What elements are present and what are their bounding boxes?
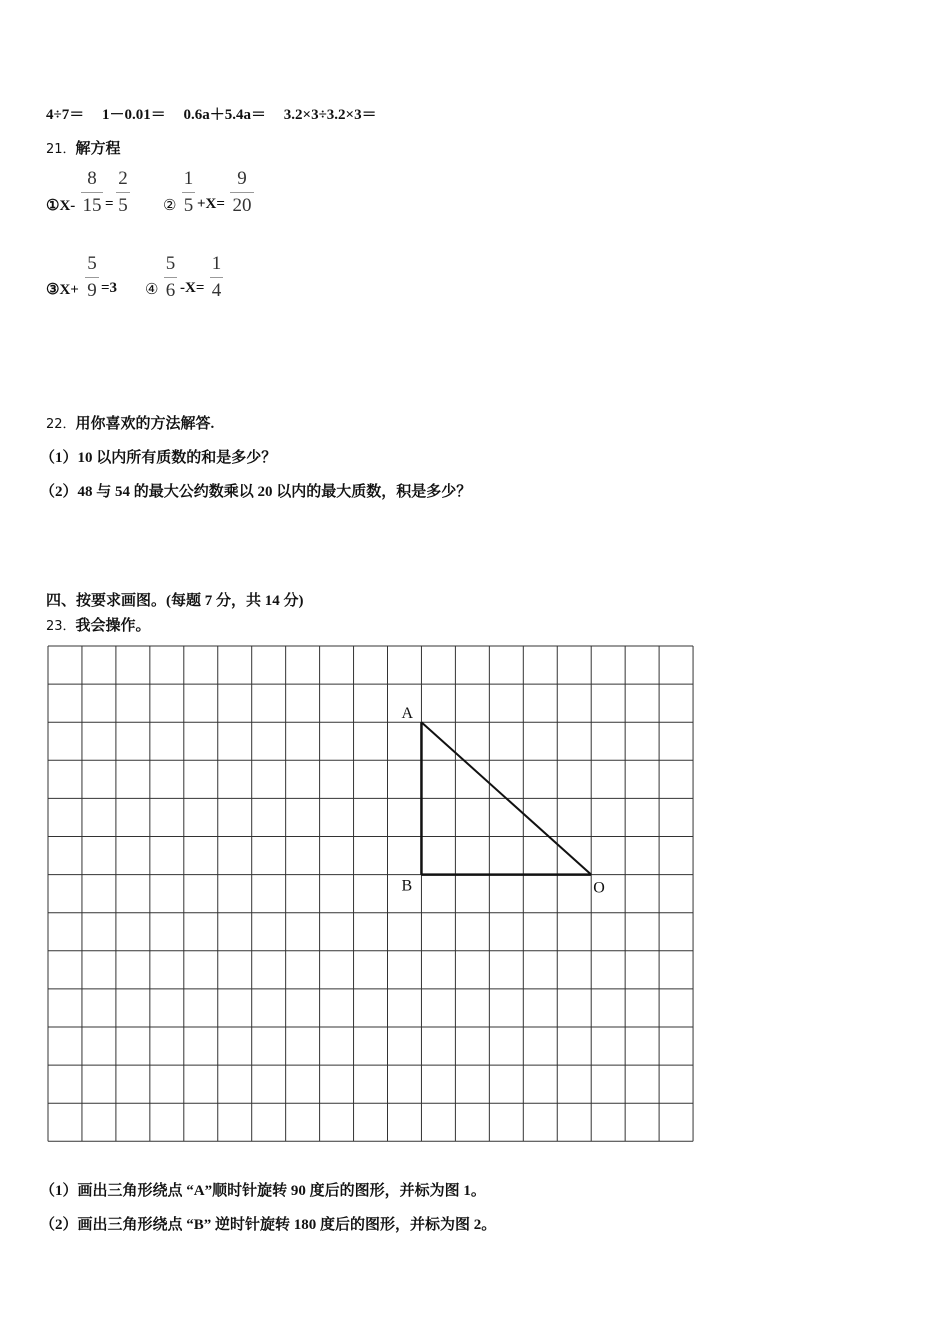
eq2-marker: ② bbox=[163, 198, 177, 214]
q23-title: 我会操作。 bbox=[75, 618, 151, 634]
vertex-label-a: A bbox=[401, 705, 414, 723]
eq4-f1-num: 5 bbox=[165, 253, 176, 274]
eq1-f2-num: 2 bbox=[118, 168, 128, 189]
eq4-op: -X= bbox=[180, 280, 205, 296]
eq4-fraction-1 bbox=[164, 253, 177, 302]
eq3-f1-num: 5 bbox=[87, 253, 97, 274]
eq2-fraction-2 bbox=[230, 168, 254, 217]
equation-2 bbox=[163, 196, 176, 215]
q23-heading bbox=[46, 614, 151, 635]
equation-4 bbox=[145, 280, 158, 299]
eq2-f1-num: 1 bbox=[183, 168, 194, 189]
grid-figure bbox=[46, 644, 696, 1144]
eq4-fraction-2 bbox=[210, 253, 223, 302]
eq1-marker: ①X- bbox=[46, 198, 76, 214]
eq4-f2-num: 1 bbox=[211, 253, 222, 274]
fraction-bar bbox=[210, 277, 223, 278]
q22-heading bbox=[46, 412, 214, 433]
q23-number: 23． bbox=[46, 619, 76, 634]
eq2-op: +X= bbox=[197, 196, 225, 212]
q21-heading bbox=[46, 137, 121, 158]
arith-item-2: 1－0.01＝ bbox=[101, 107, 166, 123]
eq1-f1-num: 8 bbox=[87, 168, 97, 189]
fraction-bar bbox=[116, 192, 130, 193]
q22-sub1: （1）10 以内所有质数的和是多少？ bbox=[40, 450, 277, 466]
arith-row bbox=[46, 103, 377, 124]
arith-item-4: 3.2×3÷3.2×3＝ bbox=[283, 107, 377, 123]
eq2-f1-den: 5 bbox=[183, 195, 194, 216]
equation-1 bbox=[46, 196, 75, 215]
q22-number: 22． bbox=[46, 417, 76, 432]
arith-item-1: 4÷7＝ bbox=[46, 107, 85, 123]
fraction-bar bbox=[164, 277, 177, 278]
eq3-fraction-1 bbox=[85, 253, 99, 302]
fraction-bar bbox=[81, 192, 103, 193]
q21-title: 解方程 bbox=[75, 141, 121, 157]
vertex-label-o: O bbox=[593, 879, 605, 897]
eq4-marker: ④ bbox=[145, 282, 159, 298]
q22-title: 用你喜欢的方法解答. bbox=[75, 416, 215, 432]
eq1-f2-den: 5 bbox=[118, 195, 128, 216]
eq4-f1-den: 6 bbox=[165, 280, 176, 301]
arith-item-3: 0.6a＋5.4a＝ bbox=[183, 107, 267, 123]
equation-3 bbox=[46, 280, 79, 299]
vertex-label-b: B bbox=[401, 877, 413, 895]
eq3-op: =3 bbox=[101, 280, 118, 296]
eq2-f2-num: 9 bbox=[237, 168, 247, 189]
eq3-f1-den: 9 bbox=[87, 280, 97, 301]
eq3-marker: ③X+ bbox=[46, 282, 79, 298]
fraction-bar bbox=[182, 192, 195, 193]
q23-sub1: （1）画出三角形绕点 “A”顺时针旋转 90 度后的图形，并标为图 1。 bbox=[40, 1183, 486, 1199]
eq4-f2-den: 4 bbox=[211, 280, 222, 301]
eq1-fraction-2 bbox=[116, 168, 130, 217]
section4-heading: 四、按要求画图。(每题 7 分，共 14 分) bbox=[46, 593, 304, 609]
q21-number: 21． bbox=[46, 142, 76, 157]
q23-sub2: （2）画出三角形绕点 “B” 逆时针旋转 180 度后的图形，并标为图 2。 bbox=[40, 1217, 497, 1233]
eq1-f1-den: 15 bbox=[82, 195, 102, 216]
eq1-op: = bbox=[105, 196, 114, 212]
fraction-bar bbox=[85, 277, 99, 278]
q22-sub2: （2）48 与 54 的最大公约数乘以 20 以内的最大质数，积是多少？ bbox=[40, 484, 472, 500]
eq2-fraction-1 bbox=[182, 168, 195, 217]
eq1-fraction-1 bbox=[81, 168, 103, 217]
eq2-f2-den: 20 bbox=[232, 195, 252, 216]
fraction-bar bbox=[230, 192, 254, 193]
